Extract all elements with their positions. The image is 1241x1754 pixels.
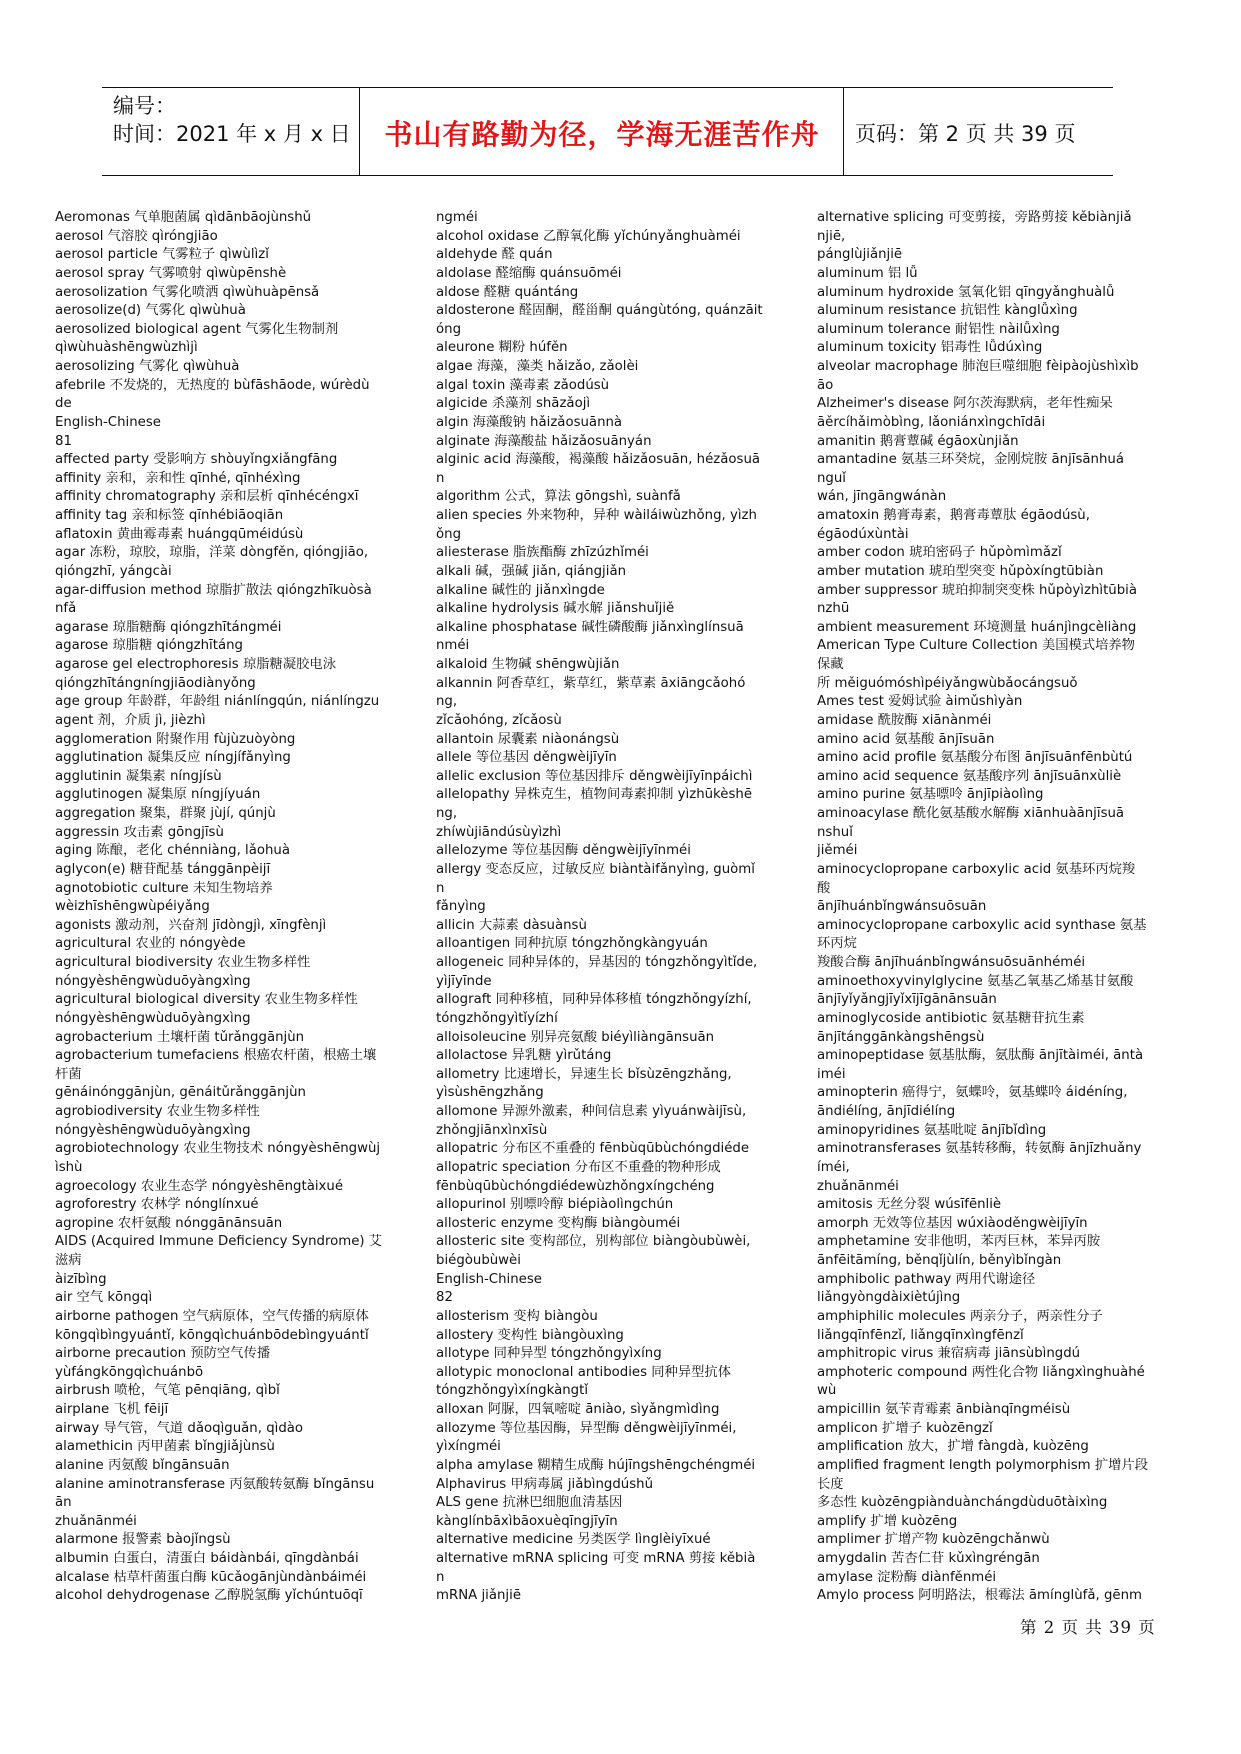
glossary-line: 保藏 bbox=[817, 657, 844, 672]
glossary-line: amphiphilic molecules 两亲分子，两亲性分子 bbox=[817, 1308, 1103, 1324]
glossary-line: yìxíngméi bbox=[436, 1439, 501, 1455]
glossary-line: ng, bbox=[436, 806, 458, 821]
glossary-line: aerosol spray 气雾喷射 qìwùpēnshè bbox=[55, 265, 287, 281]
glossary-line: ānjītánggānkàngshēngsù bbox=[817, 1029, 985, 1045]
glossary-line: alkannin 阿香草红，紫草红，紫草素 āxiāngcǎohó bbox=[436, 675, 746, 691]
glossary-line: jiěméi bbox=[817, 843, 858, 859]
glossary-line: 多态性 kuòzēngpiànduànchángdùduōtàixìng bbox=[817, 1495, 1108, 1511]
glossary-line: allometry 比速增长，异速生长 bǐsùzēngzhǎng, bbox=[436, 1066, 732, 1082]
glossary-line: English-Chinese bbox=[55, 414, 161, 430]
glossary-line: airplane 飞机 fēijī bbox=[55, 1402, 169, 1417]
glossary-line: affinity chromatography 亲和层析 qīnhécéngxī bbox=[55, 489, 359, 505]
glossary-line: allicin 大蒜素 dàsuànsù bbox=[436, 917, 587, 933]
glossary-line: amygdalin 苦杏仁苷 kǔxìngréngān bbox=[817, 1551, 1040, 1566]
glossary-line: alternative splicing 可变剪接，旁路剪接 kěbiànjiǎ bbox=[817, 210, 1132, 225]
glossary-line: alcohol oxidase 乙醇氧化酶 yǐchúnyǎnghuàméi bbox=[436, 228, 741, 244]
glossary-line: allele 等位基因 děngwèijīyīn bbox=[436, 750, 617, 766]
glossary-line: allosteric site 变构部位，别构部位 biàngòubùwèi, bbox=[436, 1234, 751, 1250]
glossary-line: tóngzhǒngyìtǐyízhí bbox=[436, 1010, 558, 1026]
glossary-line: n bbox=[436, 470, 445, 486]
time-label: 时间：2021 年 x 月 x 日 bbox=[113, 122, 351, 146]
glossary-line: aminopeptidase 氨基肽酶，氨肽酶 ānjītàiméi, āntà bbox=[817, 1048, 1144, 1064]
glossary-line: 环丙烷 bbox=[817, 936, 857, 952]
glossary-line: agarose 琼脂糖 qióngzhītáng bbox=[55, 638, 243, 654]
glossary-line: allergy 变态反应，过敏反应 biàntàifǎnyìng, guòmǐ bbox=[436, 861, 755, 877]
glossary-line: zǐcǎohóng, zǐcǎosù bbox=[436, 712, 562, 728]
glossary-line: agrobiodiversity 农业生物多样性 bbox=[55, 1104, 260, 1119]
glossary-line: agrobacterium 土壤杆菌 tǔrǎnggānjùn bbox=[55, 1029, 305, 1045]
glossary-line: alloisoleucine 别异亮氨酸 biéyìliàngānsuān bbox=[436, 1029, 715, 1045]
glossary-line: liǎngyòngdàixiètújìng bbox=[817, 1290, 961, 1306]
glossary-line: aminopyridines 氨基吡啶 ānjībǐdìng bbox=[817, 1122, 1047, 1138]
glossary-line: agonists 激动剂，兴奋剂 jīdòngjì, xīngfènjì bbox=[55, 917, 327, 933]
glossary-line: Alphavirus 甲病毒属 jiǎbìngdúshǔ bbox=[436, 1476, 654, 1492]
glossary-line: 杆菌 bbox=[55, 1066, 82, 1082]
glossary-line: aerosolization 气雾化喷洒 qìwùhuàpēnsǎ bbox=[55, 284, 320, 300]
header-motto: 书山有路勤为径，学海无涯苦作舟 bbox=[384, 118, 820, 151]
glossary-line: qióngzhī, yángcài bbox=[55, 563, 172, 579]
glossary-line: amantadine 氨基三环癸烷，金刚烷胺 ānjīsānhuá bbox=[817, 452, 1124, 468]
glossary-line: algal toxin 藻毒素 zǎodúsù bbox=[436, 377, 610, 393]
glossary-line: aluminum toxicity 铝毒性 lǚdúxìng bbox=[817, 340, 1043, 356]
glossary-line: agar 冻粉，琼胶，琼脂，洋菜 dòngfěn, qióngjiāo, bbox=[55, 545, 369, 561]
glossary-line: allograft 同种移植，同种异体移植 tóngzhǒngyízhí, bbox=[436, 992, 752, 1008]
glossary-line: airbrush 喷枪，气笔 pēnqiāng, qìbǐ bbox=[55, 1383, 280, 1399]
glossary-line: aerosolizing 气雾化 qìwùhuà bbox=[55, 359, 240, 374]
glossary-line: alternative mRNA splicing 可变 mRNA 剪接 kěbià bbox=[436, 1551, 756, 1566]
glossary-line: allosteric enzyme 变构酶 biàngòuméi bbox=[436, 1215, 681, 1231]
glossary-line: AIDS (Acquired Immune Deficiency Syndrome) 艾 bbox=[55, 1234, 383, 1250]
header-bottom-rule bbox=[102, 175, 1113, 176]
glossary-line: amatoxin 鹅膏毒素，鹅膏毒蕈肽 égāodúsù, bbox=[817, 508, 1090, 523]
glossary-line: alkaloid 生物碱 shēngwùjiǎn bbox=[436, 657, 620, 672]
glossary-line: algicide 杀藻剂 shāzǎojì bbox=[436, 396, 591, 412]
footer-page-number: 第 2 页 共 39 页 bbox=[1020, 1618, 1156, 1637]
glossary-line: airborne precaution 预防空气传播 bbox=[55, 1346, 271, 1362]
glossary-line: 滋病 bbox=[55, 1253, 82, 1268]
glossary-line: agent 剂，介质 jì, jièzhì bbox=[55, 712, 206, 728]
glossary-line: pánglùjiǎnjiē bbox=[817, 247, 903, 263]
glossary-line: American Type Culture Collection 美国模式培养物 bbox=[817, 638, 1135, 654]
glossary-line: alkaline phosphatase 碱性磷酸酶 jiǎnxìnglínsuā bbox=[436, 619, 744, 635]
glossary-line: aminoglycoside antibiotic 氨基糖苷抗生素 bbox=[817, 1010, 1085, 1026]
glossary-line: āěrcíhǎimòbìng, lǎoniánxìngchīdāi bbox=[817, 414, 1046, 430]
glossary-line: allostery 变构性 biàngòuxìng bbox=[436, 1327, 624, 1343]
glossary-line: affected party 受影响方 shòuyǐngxiǎngfāng bbox=[55, 452, 338, 468]
glossary-line: amidase 酰胺酶 xiānànméi bbox=[817, 712, 992, 728]
glossary-line: kōngqìbìngyuántǐ, kōngqìchuánbōdebìngyuántǐ bbox=[55, 1327, 369, 1343]
glossary-line: alloantigen 同种抗原 tóngzhǒngkàngyuán bbox=[436, 936, 708, 952]
glossary-line: amplification 放大，扩增 fàngdà, kuòzēng bbox=[817, 1439, 1089, 1455]
glossary-line: 长度 bbox=[817, 1476, 844, 1492]
glossary-line: ǒng bbox=[436, 526, 462, 542]
glossary-line: aminocyclopropane carboxylic acid synthase 氨基 bbox=[817, 917, 1147, 933]
glossary-line: agricultural 农业的 nóngyède bbox=[55, 936, 246, 952]
glossary-line: agnotobiotic culture 未知生物培养 bbox=[55, 880, 273, 896]
glossary-line: agroforestry 农林学 nónglínxué bbox=[55, 1197, 259, 1213]
glossary-line: 82 bbox=[436, 1290, 453, 1306]
glossary-line: aliesterase 脂族酯酶 zhīzúzhǐméi bbox=[436, 545, 649, 561]
glossary-line: alanine 丙氨酸 bǐngānsuān bbox=[55, 1457, 230, 1473]
glossary-line: amino acid 氨基酸 ānjīsuān bbox=[817, 731, 995, 747]
glossary-line: alarmone 报警素 bàojǐngsù bbox=[55, 1532, 231, 1548]
glossary-line: aminoethoxyvinylglycine 氨基乙氧基乙烯基甘氨酸 bbox=[817, 973, 1134, 989]
glossary-column-3 bbox=[817, 209, 1172, 1606]
glossary-line: aldolase 醛缩酶 quánsuōméi bbox=[436, 265, 622, 281]
glossary-line: allelic exclusion 等位基因排斥 děngwèijīyīnpáichì bbox=[436, 768, 753, 784]
glossary-line: allopatric 分布区不重叠的 fēnbùqūbùchóngdiéde bbox=[436, 1141, 750, 1157]
glossary-line: alkaline 碱性的 jiǎnxìngde bbox=[436, 582, 605, 598]
glossary-line: alamethicin 丙甲菌素 bǐngjiǎjùnsù bbox=[55, 1439, 275, 1455]
glossary-line: allopatric speciation 分布区不重叠的物种形成 bbox=[436, 1159, 721, 1175]
glossary-line: 酸 bbox=[817, 880, 831, 896]
glossary-line: qìwùhuàshēngwùzhìjì bbox=[55, 340, 198, 356]
glossary-line: gēnáinónggānjùn, gēnáitǔrǎnggānjùn bbox=[55, 1085, 306, 1101]
glossary-line: agar-diffusion method 琼脂扩散法 qióngzhīkuòsà bbox=[55, 582, 372, 598]
glossary-line: alien species 外来物种，异种 wàiláiwùzhǒng, yìzh bbox=[436, 508, 757, 523]
glossary-line: alginate 海藻酸盐 hǎizǎosuānyán bbox=[436, 433, 652, 449]
glossary-line: aluminum 铝 lǚ bbox=[817, 265, 918, 281]
glossary-line: aflatoxin 黄曲霉毒素 huángqūméidúsù bbox=[55, 526, 304, 542]
glossary-line: amino acid sequence 氨基酸序列 ānjīsuānxùliè bbox=[817, 768, 1122, 784]
glossary-line: affinity 亲和，亲和性 qīnhé, qīnhéxìng bbox=[55, 470, 301, 486]
glossary-line: allelopathy 异株克生，植物间毒素抑制 yìzhūkèshē bbox=[436, 787, 753, 803]
glossary-line: English-Chinese bbox=[436, 1271, 542, 1287]
glossary-line: aleurone 糊粉 húfěn bbox=[436, 340, 568, 356]
glossary-line: agricultural biological diversity 农业生物多样性 bbox=[55, 992, 358, 1008]
glossary-line: alcohol dehydrogenase 乙醇脱氢酶 yǐchúntuōqī bbox=[55, 1588, 363, 1604]
glossary-line: njiē, bbox=[817, 228, 846, 244]
glossary-line: afebrile 不发烧的，无热度的 bùfāshāode, wúrèdù bbox=[55, 377, 370, 393]
glossary-line: āo bbox=[817, 377, 834, 393]
glossary-line: amphitropic virus 兼宿病毒 jiānsùbìngdú bbox=[817, 1346, 1081, 1362]
glossary-line: n bbox=[436, 1569, 445, 1585]
glossary-line: zhuǎnānméi bbox=[55, 1513, 137, 1529]
glossary-line: aldosterone 醛固酮，醛甾酮 quángùtóng, quánzāit bbox=[436, 303, 763, 319]
glossary-line: agglutinin 凝集素 níngjísù bbox=[55, 768, 222, 784]
glossary-line: nméi bbox=[436, 638, 470, 654]
glossary-line: ALS gene 抗淋巴细胞血清基因 bbox=[436, 1495, 623, 1511]
glossary-line: ng, bbox=[436, 694, 458, 710]
glossary-line: wán, jīngāngwánàn bbox=[817, 489, 947, 505]
glossary-line: iméi bbox=[817, 1066, 846, 1082]
glossary-line: air 空气 kōngqì bbox=[55, 1290, 153, 1306]
glossary-line: agricultural biodiversity 农业生物多样性 bbox=[55, 955, 311, 970]
glossary-line: óng bbox=[436, 321, 462, 337]
glossary-line: Ames test 爱姆试验 àimǔshìyàn bbox=[817, 694, 1023, 710]
glossary-line: aminoacylase 酰化氨基酸水解酶 xiānhuàānjīsuā bbox=[817, 806, 1125, 821]
glossary-line: nfǎ bbox=[55, 601, 77, 617]
glossary-line: zhíwùjiāndúsùyìzhì bbox=[436, 824, 562, 840]
glossary-line: agglutination 凝集反应 níngjífǎnyìng bbox=[55, 750, 291, 766]
glossary-line: nóngyèshēngwùduōyàngxìng bbox=[55, 973, 251, 989]
glossary-line: ìshù bbox=[55, 1159, 83, 1175]
glossary-line: algin 海藻酸钠 hǎizǎosuānnà bbox=[436, 414, 623, 430]
glossary-line: allopurinol 别嘌呤醇 biépiàolìngchún bbox=[436, 1197, 674, 1213]
header-page-label: 页码：第 2 页 共 39 页 bbox=[855, 122, 1076, 146]
glossary-line: āndiélíng, ānjīdiélíng bbox=[817, 1104, 956, 1119]
glossary-line: agglutinogen 凝集原 níngjíyuán bbox=[55, 787, 261, 803]
glossary-line: aminocyclopropane carboxylic acid 氨基环丙烷羧 bbox=[817, 861, 1136, 877]
glossary-line: yìjīyīnde bbox=[436, 973, 492, 989]
glossary-line: allantoin 尿囊素 niàonángsù bbox=[436, 731, 620, 747]
glossary-line: yìsùshēngzhǎng bbox=[436, 1085, 544, 1101]
glossary-line: amplimer 扩增产物 kuòzēngchǎnwù bbox=[817, 1532, 1050, 1548]
glossary-line: amplified fragment length polymorphism 扩增片段 bbox=[817, 1457, 1149, 1473]
glossary-line: zhuǎnānméi bbox=[817, 1178, 899, 1194]
glossary-column-1 bbox=[55, 209, 410, 1606]
glossary-line: airway 导气管，气道 dǎoqìguǎn, qìdào bbox=[55, 1420, 304, 1436]
glossary-line: aerosolize(d) 气雾化 qìwùhuà bbox=[55, 303, 246, 319]
glossary-line: qióngzhītángníngjiāodiànyǒng bbox=[55, 675, 256, 691]
glossary-line: algorithm 公式，算法 gōngshì, suànfǎ bbox=[436, 489, 681, 505]
glossary-line: aldose 醛糖 quántáng bbox=[436, 284, 579, 300]
glossary-line: amitosis 无丝分裂 wúsīfēnliè bbox=[817, 1197, 1002, 1213]
glossary-line: 羧酸合酶 ānjīhuánbǐngwánsuōsuānhéméi bbox=[817, 955, 1086, 970]
glossary-line: amphetamine 安非他明，苯丙巨林，苯异丙胺 bbox=[817, 1234, 1101, 1250]
glossary-line: aging 陈酿，老化 chénniàng, lǎohuà bbox=[55, 843, 291, 859]
header-divider-right bbox=[843, 87, 844, 175]
glossary-line: agrobacterium tumefaciens 根癌农杆菌，根癌土壤 bbox=[55, 1048, 377, 1064]
glossary-line: aggregation 聚集，群聚 jùjí, qúnjù bbox=[55, 806, 276, 821]
glossary-line: agroecology 农业生态学 nóngyèshēngtàixué bbox=[55, 1178, 344, 1194]
glossary-line: allelozyme 等位基因酶 děngwèijīyīnméi bbox=[436, 843, 691, 859]
glossary-line: kànglínbāxìbāoxuèqīngjīyīn bbox=[436, 1513, 618, 1529]
glossary-line: aluminum resistance 抗铝性 kànglǚxìng bbox=[817, 303, 1078, 319]
glossary-line: Amylo process 阿明路法，根霉法 āmínglùfǎ, gēnm bbox=[817, 1588, 1142, 1604]
glossary-line: alcalase 枯草杆菌蛋白酶 kūcǎogānjùndànbáiméi bbox=[55, 1569, 367, 1585]
glossary-line: albumin 白蛋白，清蛋白 báidànbái, qīngdànbái bbox=[55, 1551, 359, 1566]
glossary-line: amber mutation 琥珀型突变 hǔpòxíngtūbiàn bbox=[817, 563, 1104, 579]
header-divider-left bbox=[359, 87, 360, 175]
glossary-line: allogeneic 同种异体的，异基因的 tóngzhǒngyìtǐde, bbox=[436, 955, 758, 970]
glossary-line: de bbox=[55, 396, 72, 412]
glossary-line: mRNA jiǎnjiē bbox=[436, 1588, 521, 1604]
glossary-line: biégòubùwèi bbox=[436, 1253, 521, 1268]
glossary-line: airborne pathogen 空气病原体，空气传播的病原体 bbox=[55, 1308, 369, 1324]
glossary-line: liǎngqīnfēnzǐ, liǎngqīnxìngfēnzǐ bbox=[817, 1327, 1024, 1343]
glossary-line: nshuǐ bbox=[817, 824, 853, 840]
glossary-line: allotypic monoclonal antibodies 同种异型抗体 bbox=[436, 1364, 732, 1380]
glossary-line: alkali 碱，强碱 jiǎn, qiángjiǎn bbox=[436, 563, 627, 579]
glossary-line: amylase 淀粉酶 diànfěnméi bbox=[817, 1569, 997, 1585]
glossary-line: aerosolized biological agent 气雾化生物制剂 bbox=[55, 321, 339, 337]
glossary-line: alveolar macrophage 肺泡巨噬细胞 fèipàojùshìxìb bbox=[817, 359, 1139, 374]
glossary-line: allomone 异源外激素，种间信息素 yìyuánwàijīsù, bbox=[436, 1104, 747, 1119]
glossary-line: alginic acid 海藻酸，褐藻酸 hǎizǎosuān, hézǎosuā bbox=[436, 452, 761, 468]
serial-number-label: 编号： bbox=[113, 94, 176, 118]
glossary-line: agglomeration 附聚作用 fùjùzuòyòng bbox=[55, 731, 296, 747]
glossary-line: fǎnyìng bbox=[436, 899, 486, 915]
glossary-line: alternative medicine 另类医学 lìnglèiyīxué bbox=[436, 1532, 711, 1548]
glossary-line: amphoteric compound 两性化合物 liǎngxìnghuàhé bbox=[817, 1364, 1145, 1380]
glossary-line: yùfángkōngqìchuánbō bbox=[55, 1364, 204, 1380]
glossary-line: tóngzhǒngyìxíngkàngtǐ bbox=[436, 1383, 589, 1399]
glossary-line: ānjīhuánbǐngwánsuōsuān bbox=[817, 899, 987, 915]
glossary-line: amplify 扩增 kuòzēng bbox=[817, 1513, 958, 1529]
glossary-line: ān bbox=[55, 1495, 72, 1511]
glossary-line: wèizhīshēngwùpéiyǎng bbox=[55, 899, 210, 915]
glossary-line: amber suppressor 琥珀抑制突变株 hǔpòyìzhìtūbià bbox=[817, 582, 1138, 598]
header-top-rule bbox=[102, 87, 1113, 88]
glossary-line: nóngyèshēngwùduōyàngxìng bbox=[55, 1122, 251, 1138]
glossary-line: aggressin 攻击素 gōngjīsù bbox=[55, 824, 224, 840]
glossary-line: aglycon(e) 糖苷配基 tánggānpèijī bbox=[55, 861, 271, 877]
glossary-line: agropine 农杆氨酸 nónggānānsuān bbox=[55, 1215, 283, 1231]
glossary-line: ānjīyǐyǎngjīyǐxījīgānānsuān bbox=[817, 992, 997, 1008]
glossary-line: agrobiotechnology 农业生物技术 nóngyèshēngwùj bbox=[55, 1141, 381, 1157]
glossary-line: aldehyde 醛 quán bbox=[436, 247, 553, 263]
glossary-line: amino purine 氨基嘌呤 ānjīpiàolìng bbox=[817, 787, 1044, 803]
glossary-line: age group 年龄群，年龄组 niánlíngqún, niánlíngzu bbox=[55, 694, 380, 710]
glossary-line: alpha amylase 糊精生成酶 hújīngshēngchéngméi bbox=[436, 1457, 756, 1473]
glossary-line: allolactose 异乳糖 yìrǔtáng bbox=[436, 1048, 612, 1064]
glossary-line: alkaline hydrolysis 碱水解 jiǎnshuǐjiě bbox=[436, 601, 675, 617]
glossary-line: ānfēitāmíng, běnqǐjùlín, běnyìbǐngàn bbox=[817, 1253, 1062, 1268]
glossary-line: Aeromonas 气单胞菌属 qìdānbāojùnshǔ bbox=[55, 210, 312, 225]
glossary-line: wù bbox=[817, 1383, 837, 1399]
glossary-line: 81 bbox=[55, 433, 72, 449]
glossary-line: ambient measurement 环境测量 huánjìngcèliàng bbox=[817, 619, 1137, 635]
glossary-line: amino acid profile 氨基酸分布图 ānjīsuānfēnbùtú bbox=[817, 750, 1133, 766]
glossary-line: amber codon 琥珀密码子 hǔpòmìmǎzǐ bbox=[817, 545, 1062, 561]
glossary-line: nóngyèshēngwùduōyàngxìng bbox=[55, 1010, 251, 1026]
glossary-line: aluminum tolerance 耐铝性 nàilǚxìng bbox=[817, 321, 1060, 337]
glossary-line: Alzheimer's disease 阿尔茨海默病，老年性痴呆 bbox=[817, 396, 1113, 412]
glossary-line: aerosol 气溶胶 qìróngjiāo bbox=[55, 228, 218, 244]
glossary-line: aminopterin 癌得宁，氨蝶呤，氨基蝶呤 áidéníng, bbox=[817, 1085, 1128, 1101]
glossary-line: agarase 琼脂糖酶 qióngzhītángméi bbox=[55, 619, 282, 635]
glossary-line: amanitin 鹅膏蕈碱 égāoxùnjiǎn bbox=[817, 433, 1019, 449]
glossary-line: algae 海藻，藻类 hǎizǎo, zǎolèi bbox=[436, 359, 639, 374]
glossary-line: aminotransferases 氨基转移酶，转氨酶 ānjīzhuǎny bbox=[817, 1141, 1142, 1157]
glossary-line: égāodúxùntài bbox=[817, 526, 909, 542]
glossary-line: allosterism 变构 biàngòu bbox=[436, 1308, 598, 1324]
glossary-line: alanine aminotransferase 丙氨酸转氨酶 bǐngānsu bbox=[55, 1476, 375, 1492]
glossary-line: affinity tag 亲和标签 qīnhébiāoqiān bbox=[55, 508, 284, 523]
glossary-line: ngméi bbox=[436, 210, 478, 225]
header-left-block bbox=[113, 92, 351, 148]
glossary-line: fēnbùqūbùchóngdiédewùzhǒngxíngchéng bbox=[436, 1178, 715, 1194]
glossary-column-2 bbox=[436, 209, 791, 1606]
glossary-line: allotype 同种异型 tóngzhǒngyìxíng bbox=[436, 1346, 662, 1362]
glossary-line: agarose gel electrophoresis 琼脂糖凝胶电泳 bbox=[55, 657, 337, 672]
glossary-line: amorph 无效等位基因 wúxiàoděngwèijīyīn bbox=[817, 1215, 1088, 1231]
glossary-line: àizībìng bbox=[55, 1271, 107, 1287]
glossary-line: amplicon 扩增子 kuòzēngzǐ bbox=[817, 1420, 993, 1436]
glossary-line: aerosol particle 气雾粒子 qìwùlìzǐ bbox=[55, 247, 269, 263]
glossary-line: amphibolic pathway 两用代谢途径 bbox=[817, 1271, 1036, 1287]
glossary-line: nguǐ bbox=[817, 470, 846, 486]
glossary-line: 所 měiguómóshìpéiyǎngwùbǎocángsuǒ bbox=[817, 675, 1078, 691]
glossary-line: allozyme 等位基因酶，异型酶 děngwèijīyīnméi, bbox=[436, 1420, 737, 1436]
glossary-line: zhǒngjiānxìnxīsù bbox=[436, 1122, 548, 1138]
glossary-line: n bbox=[436, 880, 445, 896]
glossary-line: ampicillin 氨苄青霉素 ānbiànqīngméisù bbox=[817, 1402, 1071, 1417]
glossary-line: íméi, bbox=[817, 1159, 850, 1175]
glossary-line: nzhū bbox=[817, 601, 850, 617]
glossary-line: alloxan 阿脲，四氧嘧啶 āniào, sìyǎngmìdìng bbox=[436, 1402, 720, 1417]
glossary-line: aluminum hydroxide 氢氧化铝 qīngyǎnghuàlǚ bbox=[817, 284, 1115, 300]
